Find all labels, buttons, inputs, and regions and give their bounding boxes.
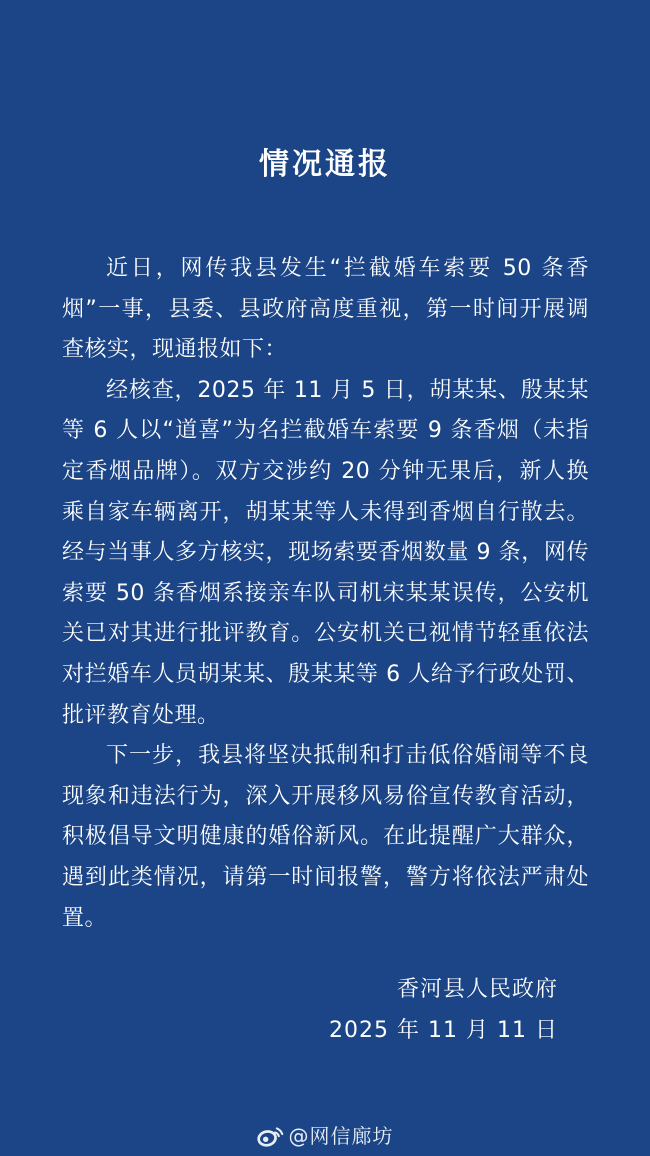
signature-block: [62, 969, 589, 1051]
signature-date: 2025 年 11 月 11 日: [329, 1018, 558, 1044]
footer: [0, 1120, 650, 1149]
notice-title: 情况通报: [259, 147, 391, 182]
weibo-handle: @网信廊坊: [288, 1124, 394, 1148]
paragraph-findings: 经核查，2025 年 11 月 5 日，胡某某、殷某某等 6 人以“道喜”为名拦截婚车索要 9 条香烟（未指定香烟品牌）。双方交涉约 20 分钟无果后，新人换乘自家车辆离开，胡某某等人未得到香烟自行散去。经与当事人多方核实，现场索要香烟数量 9 条，网传索要 50 条香烟系接亲车队司机宋某某误传，公安机关已对其进行批评教育。公安机关已视情节轻重依法对拦婚车人员胡某某、殷某某等 6 人给予行政处罚、批评教育处理。: [62, 377, 589, 728]
weibo-icon: [257, 1122, 284, 1148]
paragraph-measures: 下一步，我县将坚决抵制和打击低俗婚闹等不良现象和违法行为，深入开展移风易俗宣传教育活动，积极倡导文明健康的婚俗新风。在此提醒广大群众，遇到此类情况，请第一时间报警，警方将依法严肃处置。: [62, 743, 589, 931]
notice-body: [62, 249, 589, 1051]
signature-organization: 香河县人民政府: [396, 977, 558, 1003]
paragraph-intro: 近日，网传我县发生“拦截婚车索要 50 条香烟”一事，县委、县政府高度重视，第一时间开展调查核实，现通报如下：: [62, 256, 589, 363]
